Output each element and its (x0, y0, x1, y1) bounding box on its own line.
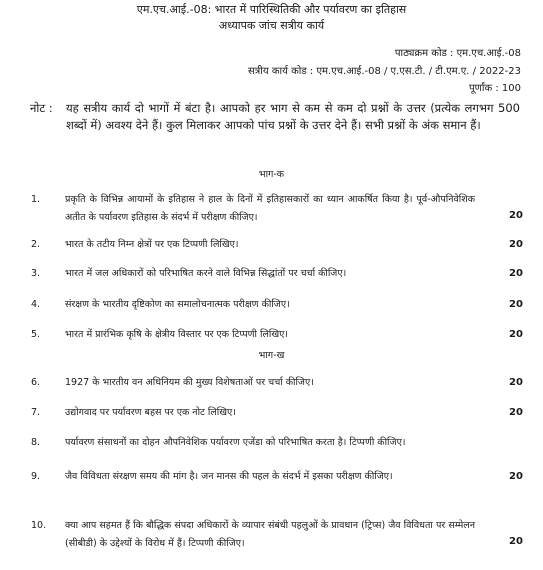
question-number: 5. (31, 329, 41, 340)
question-text: पर्यावरण संसाधनों का दोहन औपनिवेशिक पर्यावरण एजेंडा को परिभाषित करता है। टिप्पणी कीजिए। (65, 437, 406, 448)
question-text: प्रकृति के विभिन्न आयामों के इतिहास ने हाल के दिनों में इतिहासकारों का ध्यान आकर्षित किया है। पूर्व-औपनिवेशिक अतीत के पर्यावरण इतिहास के संदर्भ में परीक्षण कीजिए। (65, 194, 475, 223)
note-label: नोट : (30, 101, 53, 115)
section-b-heading: भाग-ख (258, 350, 285, 361)
document-title: एम.एच.आई.-08: भारत में पारिस्थितिकी और पर्यावरण का इतिहास (136, 3, 407, 16)
question-text: 1927 के भारतीय वन अधिनियम की मुख्य विशेषताओं पर चर्चा कीजिए। (65, 377, 314, 388)
question-number: 8. (31, 437, 41, 448)
question-text: भारत के तटीय निम्न क्षेत्रों पर एक टिप्पणी लिखिए। (65, 239, 239, 250)
question-marks: 20 (509, 407, 523, 418)
section-a-heading: भाग-क (258, 169, 285, 180)
question-number: 7. (31, 407, 41, 418)
course-code: पाठ्यक्रम कोड : एम.एच.आई.-08 (394, 48, 521, 59)
question-marks: 20 (509, 239, 523, 250)
question-marks: 20 (509, 377, 523, 388)
question-text: क्या आप सहमत हैं कि बौद्धिक संपदा अधिकारों के व्यापार संबंधी पहलुओं के प्रावधान (ट्रिप्स) जैव विविधता पर सम्मेलन (सीबीडी) के उद्देश्यों के विरोध में हैं। टिप्पणी कीजिए। (65, 520, 475, 549)
question-number: 2. (31, 239, 41, 250)
question-number: 4. (31, 299, 41, 310)
assignment-code: सत्रीय कार्य कोड : एम.एच.आई.-08 / ए.एस.टी. / टी.एम.ए. / 2022-23 (248, 66, 521, 77)
question-number: 1. (31, 194, 41, 205)
question-text: उद्योगवाद पर पर्यावरण बहस पर एक नोट लिखिए। (65, 407, 236, 418)
question-text: भारत में जल अधिकारों को परिभाषित करने वाले विभिन्न सिद्धांतों पर चर्चा कीजिए। (65, 268, 347, 279)
note-text: यह सत्रीय कार्य दो भागों में बंटा है। आपको हर भाग से कम से कम दो प्रश्नों के उत्तर (प्रत्येक लगभग 500 शब्दों में) अवश्य देने हैं। कुल मिलाकर आपको पांच प्रश्नों के उत्तर देने हैं। सभी प्रश्नों के अंक समान हैं। (66, 101, 520, 132)
question-number: 9. (31, 471, 41, 482)
question-number: 10. (31, 520, 47, 531)
note-block (30, 100, 520, 154)
question-marks: 20 (509, 268, 523, 279)
question-marks: 20 (509, 536, 523, 547)
question-marks: 20 (509, 471, 523, 482)
question-number: 3. (31, 268, 41, 279)
question-text: संरक्षण के भारतीय दृष्टिकोण का समालोचनात्मक परीक्षण कीजिए। (65, 299, 290, 310)
question-text: जैव विविधता संरक्षण समय की मांग है। जन मानस की पहल के संदर्भ में इसका परीक्षण कीजिए। (65, 471, 393, 482)
question-text: भारत में प्रारंभिक कृषि के क्षेत्रीय विस्तार पर एक टिप्पणी लिखिए। (65, 329, 288, 340)
question-marks: 20 (509, 210, 523, 221)
document-subtitle: अध्यापक जांच सत्रीय कार्य (218, 19, 325, 32)
max-marks: पूर्णांक : 100 (469, 83, 521, 94)
question-number: 6. (31, 377, 41, 388)
question-marks: 20 (509, 329, 523, 340)
question-marks: 20 (509, 299, 523, 310)
